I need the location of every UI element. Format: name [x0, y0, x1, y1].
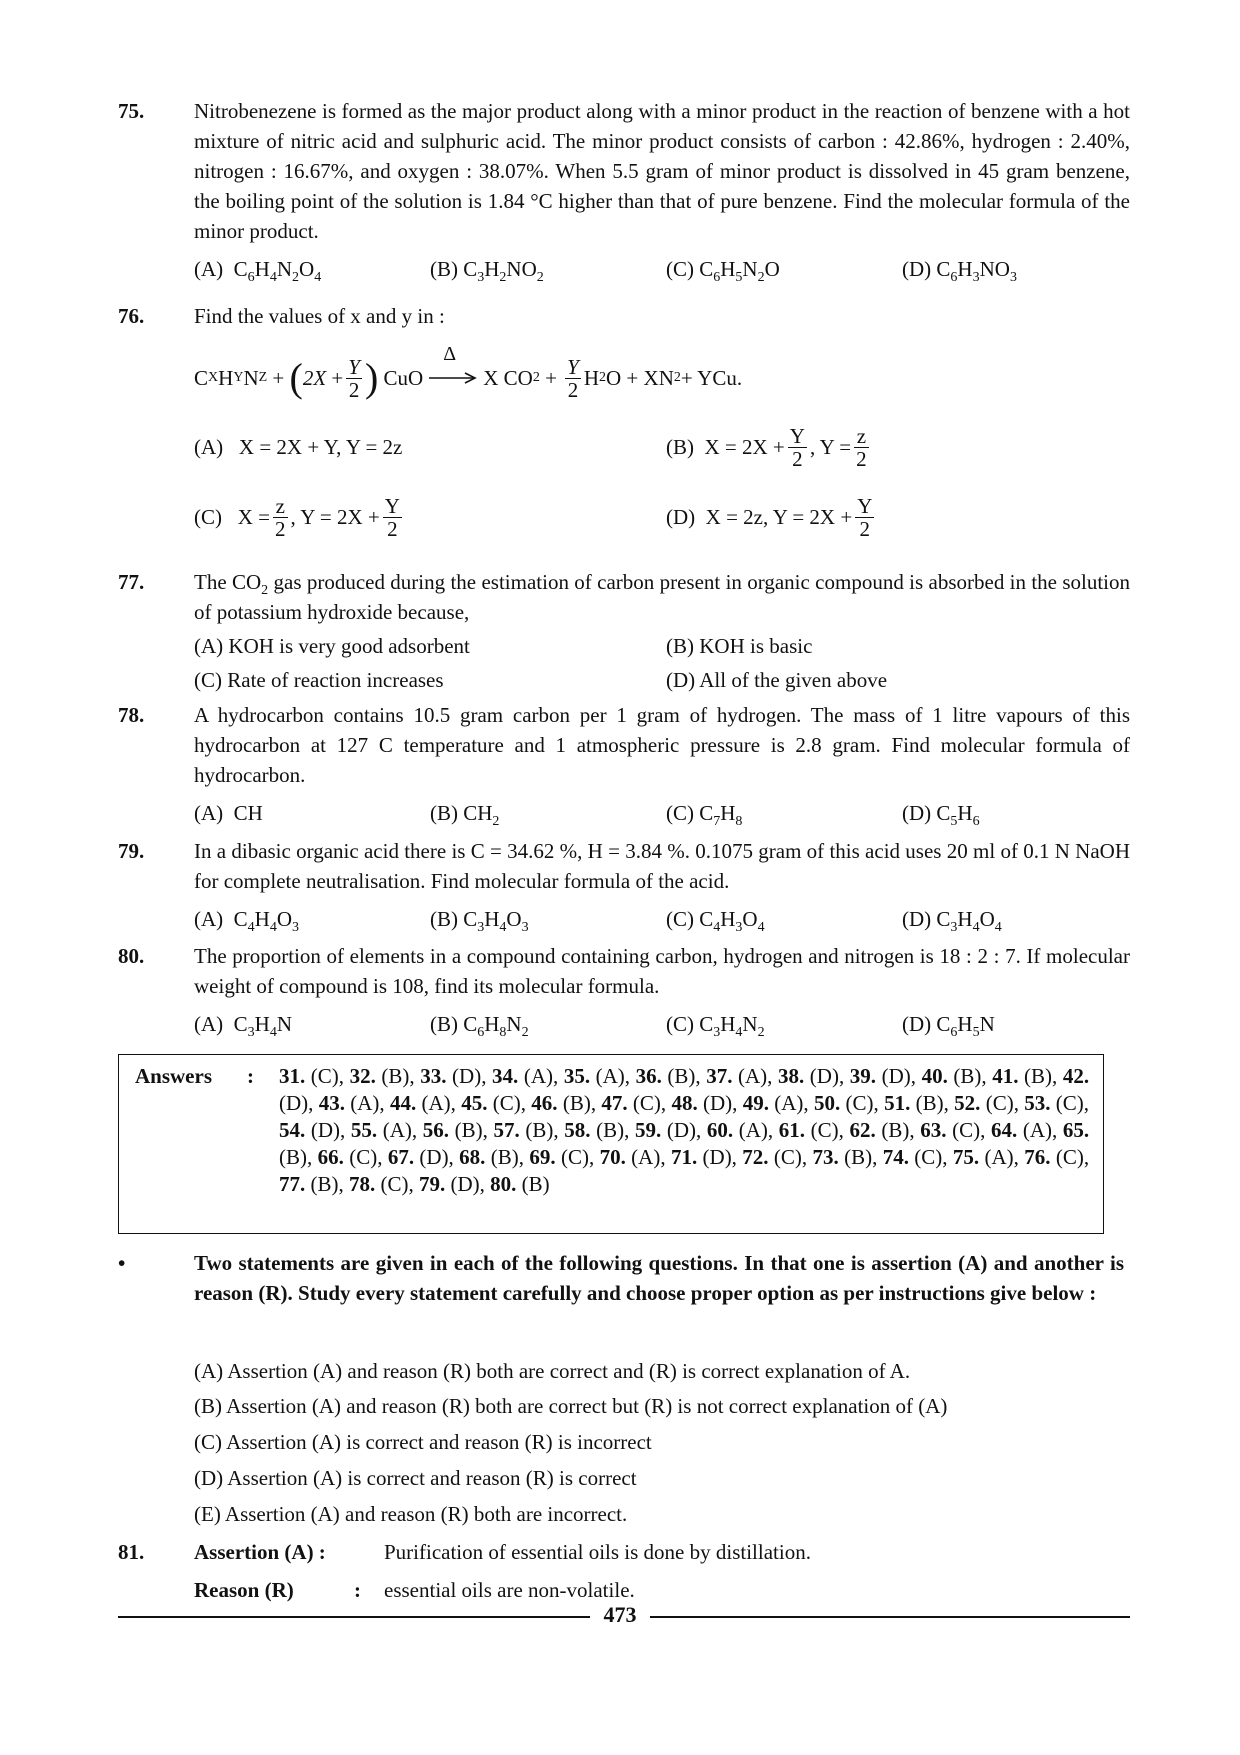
answer-choice: (A),	[377, 1118, 418, 1142]
answer-item	[423, 1118, 488, 1142]
answer-item	[601, 1091, 666, 1115]
assertion-text: Purification of essential oils is done by distillation.	[384, 1540, 811, 1564]
answer-item	[600, 1145, 666, 1169]
answer-item	[850, 1064, 916, 1088]
reaction-equation: C X H Y N Z + ( 2X + $\frac{Y}{2}$ ) CuO Δ X CO 2 + $\frac{Y}{2}$ H 2 O + XN 2 + YCu.	[194, 343, 743, 402]
answer-choice: (A),	[1017, 1118, 1058, 1142]
answer-choice: (A),	[625, 1145, 666, 1169]
choice-b: (B) Assertion (A) and reason (R) both are correct but (R) is not correct explanation of (A)	[194, 1394, 948, 1418]
answer-question-number: 63.	[920, 1118, 947, 1142]
answer-choice: (C),	[1050, 1091, 1090, 1115]
choice-e: (E) Assertion (A) and reason (R) both are incorrect.	[194, 1502, 628, 1526]
answer-choice: (C),	[555, 1145, 595, 1169]
answer-question-number: 43.	[318, 1091, 345, 1115]
reason-colon: :	[354, 1578, 361, 1602]
answer-item	[920, 1118, 985, 1142]
answer-item	[850, 1118, 915, 1142]
answer-item	[1024, 1091, 1089, 1115]
answer-choice: (D),	[697, 1091, 738, 1115]
answer-item	[778, 1064, 844, 1088]
choice-c: (C) Assertion (A) is correct and reason (R) is incorrect	[194, 1430, 652, 1454]
answer-choice: (D),	[414, 1145, 454, 1169]
options-block	[194, 417, 1130, 557]
answer-choice: (B),	[557, 1091, 597, 1115]
answer-question-number: 57.	[493, 1118, 520, 1142]
answer-question-number: 75.	[952, 1145, 980, 1169]
option-a: (A) CH	[194, 801, 263, 825]
answer-question-number: 68.	[459, 1145, 486, 1169]
answer-item	[779, 1118, 844, 1142]
answer-choice: (A),	[732, 1064, 773, 1088]
option-c: (C) $C_3H_4N_2$	[666, 1012, 765, 1040]
answer-item	[419, 1172, 485, 1196]
answer-choice: (B),	[910, 1091, 949, 1115]
question-75	[118, 96, 1130, 288]
answer-item	[531, 1091, 596, 1115]
answer-choice: (D),	[697, 1145, 737, 1169]
option-b: (B) $C_6H_8N_2$	[430, 1012, 529, 1040]
answer-choice: (A),	[416, 1091, 456, 1115]
answer-item	[883, 1145, 948, 1169]
answer-choice: (B),	[1018, 1064, 1058, 1088]
answer-question-number: 62.	[849, 1118, 876, 1142]
answer-choice: (C),	[305, 1064, 345, 1088]
answer-item	[954, 1091, 1019, 1115]
question-number: 78.	[118, 703, 145, 727]
answer-question-number: 71.	[670, 1145, 698, 1169]
answer-question-number: 52.	[954, 1091, 981, 1115]
answer-item	[279, 1172, 344, 1196]
answer-choice: (B),	[279, 1145, 313, 1169]
option-a: (A) $C_4H_4O_3$	[194, 907, 300, 935]
question-80	[118, 941, 1130, 1043]
answer-choice: (B),	[485, 1145, 525, 1169]
answer-item	[706, 1064, 772, 1088]
answer-choice: (A),	[590, 1064, 631, 1088]
option-b: (B) KOH is basic	[666, 634, 813, 658]
reason-text: essential oils are non-volatile.	[384, 1578, 635, 1602]
question-78	[118, 700, 1130, 832]
footer-rule-right	[650, 1616, 1130, 1618]
answer-item	[420, 1064, 486, 1088]
answer-key-box	[118, 1054, 1104, 1234]
options-row	[194, 254, 1130, 288]
answer-item	[459, 1145, 524, 1169]
answer-item	[529, 1145, 594, 1169]
answer-question-number: 55.	[350, 1118, 378, 1142]
answer-question-number: 78.	[349, 1172, 376, 1196]
answer-question-number: 45.	[461, 1091, 488, 1115]
answer-item	[814, 1091, 879, 1115]
answer-question-number: 50.	[813, 1091, 841, 1115]
answer-choice: (B),	[449, 1118, 488, 1142]
option-c: (C) Rate of reaction increases	[194, 668, 444, 692]
answer-item	[494, 1118, 559, 1142]
question-79	[118, 836, 1130, 938]
answer-question-number: 40.	[921, 1064, 948, 1088]
option-d: (D) $C_5H_6$	[902, 801, 980, 829]
answer-item	[635, 1118, 701, 1142]
answer-item	[992, 1064, 1057, 1088]
answer-key-colon: :	[247, 1064, 254, 1088]
heat-arrow-icon: Δ	[429, 363, 477, 393]
answer-question-number: 59.	[634, 1118, 662, 1142]
assertion-label: Assertion (A) :	[194, 1540, 326, 1564]
option-a: (A) KOH is very good adsorbent	[194, 634, 470, 658]
answer-question-number: 36.	[635, 1064, 662, 1088]
option-c: (C) $C_4H_3O_4$	[666, 907, 765, 935]
option-d: (D) X = 2z, Y = 2X + $\frac{Y}{2}$	[666, 493, 873, 541]
question-number: 76.	[118, 304, 145, 328]
answer-choice: (C),	[768, 1145, 808, 1169]
answer-key-label: Answers	[135, 1064, 212, 1088]
answer-question-number: 77.	[279, 1172, 306, 1196]
answer-question-number: 44.	[389, 1091, 417, 1115]
answer-choice: (D),	[804, 1064, 845, 1088]
answer-choice: (A),	[768, 1091, 809, 1115]
instructions-text: Two statements are given in each of the following questions. In that one is assertion (A) and another is reason (R). Study every statement carefully and choose proper option as per instructions give below :	[194, 1251, 1124, 1305]
answer-question-number: 51.	[884, 1091, 911, 1115]
question-text: A hydrocarbon contains 10.5 gram carbon per 1 gram of hydrogen. The mass of 1 litre vapours of this hydrocarbon at 127 C temperature and 1 atmospheric pressure is 2.8 gram. Find molecular formula of hydrocarbon.	[194, 703, 1130, 787]
answer-question-number: 31.	[279, 1064, 306, 1088]
answer-choice: (D),	[876, 1064, 916, 1088]
answer-item	[318, 1145, 383, 1169]
answer-item	[351, 1118, 417, 1142]
option-a: (A) $C_3H_4N$	[194, 1012, 293, 1040]
answer-choice: (B),	[519, 1118, 559, 1142]
question-text: The proportion of elements in a compound containing carbon, hydrogen and nitrogen is 18 : 2 : 7. If molecular weight of compound is 108, find its molecular formula.	[194, 944, 1130, 998]
bullet-icon: •	[118, 1251, 126, 1275]
answer-question-number: 73.	[812, 1145, 839, 1169]
answer-question-number: 79.	[419, 1172, 446, 1196]
answer-choice: (C),	[908, 1145, 948, 1169]
answer-question-number: 80.	[490, 1172, 517, 1196]
answer-question-number: 66.	[317, 1145, 344, 1169]
question-number: 81.	[118, 1540, 145, 1564]
answer-choice: (D),	[445, 1172, 485, 1196]
answer-choice: (B),	[838, 1145, 878, 1169]
answer-item	[492, 1064, 558, 1088]
question-number: 75.	[118, 99, 145, 123]
answer-choice: (B),	[590, 1118, 630, 1142]
question-number: 80.	[118, 944, 145, 968]
answer-choice: (B),	[305, 1172, 344, 1196]
option-c: (C) $C_6H_5N_2O$	[666, 257, 780, 285]
answer-question-number: 33.	[420, 1064, 447, 1088]
answer-item	[319, 1091, 385, 1115]
options-row	[194, 1009, 1130, 1043]
question-number: 79.	[118, 839, 145, 863]
answer-question-number: 42.	[1062, 1064, 1090, 1088]
answer-question-number: 39.	[849, 1064, 877, 1088]
option-d: (D) $C_3H_4O_4$	[902, 907, 1002, 935]
answer-question-number: 58.	[564, 1118, 591, 1142]
answer-question-number: 38.	[778, 1064, 805, 1088]
answer-choice: (A),	[344, 1091, 385, 1115]
page-number: 473	[603, 1602, 637, 1627]
answer-choice: (B),	[947, 1064, 987, 1088]
question-text: The $CO_2$ gas produced during the estimation of carbon present in organic compound is absorbed in the solution of potassium hydroxide because,	[194, 570, 1130, 624]
answer-choice: (C),	[805, 1118, 844, 1142]
answer-item	[671, 1091, 737, 1115]
answer-key-list	[279, 1063, 1089, 1198]
answer-item	[390, 1091, 456, 1115]
options-row	[194, 665, 1130, 699]
answer-item	[922, 1064, 987, 1088]
answer-question-number: 70.	[599, 1145, 626, 1169]
options-row	[194, 904, 1130, 938]
option-b: (B) X = 2X + $\frac{Y}{2}$ , Y = $\frac{z}{2}$	[666, 423, 867, 471]
question-77	[118, 567, 1130, 699]
answer-question-number: 54.	[279, 1118, 306, 1142]
answer-question-number: 60.	[706, 1118, 734, 1142]
question-text: Nitrobenezene is formed as the major product along with a minor product in the reaction of benzene with a hot mixture of nitric acid and sulphuric acid. The minor product consists of carbon : 42.86%, hydrogen : 2.40%, nitrogen : 16.67%, and oxygen : 38.07%. When 5.5 gram of minor product is dissolved in 45 gram benzene, the boiling point of the solution is 1.84 °C higher than that of pure benzene. Find the molecular formula of the minor product.	[194, 99, 1130, 243]
answer-item	[671, 1145, 737, 1169]
answer-choice: (C),	[946, 1118, 986, 1142]
answer-choice: (C),	[343, 1145, 383, 1169]
answer-question-number: 74.	[882, 1145, 909, 1169]
option-a: (A) X = 2X + Y, Y = 2z	[194, 435, 403, 459]
answer-question-number: 35.	[563, 1064, 591, 1088]
answer-choice: (C),	[1050, 1145, 1090, 1169]
answer-choice: (D),	[661, 1118, 702, 1142]
question-text: Find the values of x and y in :	[194, 304, 445, 328]
question-text: In a dibasic organic acid there is C = 34.62 %, H = 3.84 %. 0.1075 gram of this acid uses 20 ml of 0.1 N NaOH for complete neutralisation. Find molecular formula of the acid.	[194, 839, 1130, 893]
answer-item	[279, 1118, 345, 1142]
answer-item	[953, 1145, 1019, 1169]
answer-question-number: 32.	[349, 1064, 376, 1088]
answer-choice: (A),	[518, 1064, 559, 1088]
answer-question-number: 72.	[742, 1145, 769, 1169]
answer-choice: (B),	[875, 1118, 915, 1142]
option-a: (A) $C_6H_4N_2O_4$	[194, 257, 322, 285]
answer-item	[564, 1064, 630, 1088]
answer-choice: (D),	[279, 1091, 314, 1115]
answer-question-number: 46.	[531, 1091, 558, 1115]
answer-item	[461, 1091, 526, 1115]
options-row	[194, 631, 1130, 665]
choice-d: (D) Assertion (A) is correct and reason (R) is correct	[194, 1466, 637, 1490]
option-c: (C) $C_7H_8$	[666, 801, 743, 829]
answer-question-number: 67.	[387, 1145, 415, 1169]
answer-question-number: 41.	[992, 1064, 1019, 1088]
answer-choice: (A),	[979, 1145, 1019, 1169]
option-c: (C) X = $\frac{z}{2}$ , Y = 2X + $\frac{Y}{2}$	[194, 493, 400, 541]
answer-question-number: 65.	[1062, 1118, 1090, 1142]
answer-choice: (A),	[733, 1118, 774, 1142]
answer-item	[707, 1118, 773, 1142]
answer-item	[884, 1091, 949, 1115]
answer-question-number: 48.	[671, 1091, 698, 1115]
option-d: (D) $C_6H_3NO_3$	[902, 257, 1017, 285]
answer-choice: (B),	[375, 1064, 415, 1088]
answer-item	[564, 1118, 629, 1142]
answer-item	[813, 1145, 878, 1169]
answer-question-number: 76.	[1024, 1145, 1051, 1169]
answer-choice: (C),	[627, 1091, 667, 1115]
answer-choice: (C),	[980, 1091, 1019, 1115]
answer-item	[742, 1145, 807, 1169]
answer-choice: (B),	[661, 1064, 701, 1088]
answer-item	[350, 1064, 415, 1088]
answer-question-number: 56.	[422, 1118, 450, 1142]
answer-item	[349, 1172, 414, 1196]
answer-item	[1024, 1145, 1089, 1169]
footer-rule-left	[118, 1616, 590, 1618]
answer-item	[279, 1064, 344, 1088]
answer-question-number: 53.	[1024, 1091, 1051, 1115]
answer-choice: (B)	[516, 1172, 550, 1196]
choice-a: (A) Assertion (A) and reason (R) both are correct and (R) is correct explanation of A.	[194, 1359, 911, 1383]
answer-choice: (D),	[305, 1118, 346, 1142]
answer-question-number: 61.	[778, 1118, 806, 1142]
option-b: (B) $C_3H_2NO_2$	[430, 257, 544, 285]
answer-question-number: 47.	[601, 1091, 628, 1115]
answer-item	[490, 1172, 550, 1196]
option-b: (B) $CH_2$	[430, 801, 500, 829]
options-row	[194, 798, 1130, 832]
answer-question-number: 49.	[742, 1091, 769, 1115]
answer-item	[991, 1118, 1057, 1142]
answer-question-number: 69.	[529, 1145, 556, 1169]
option-d: (D) $C_6H_5N$	[902, 1012, 995, 1040]
option-d: (D) All of the given above	[666, 668, 888, 692]
option-b: (B) $C_3H_4O_3$	[430, 907, 529, 935]
reason-label: Reason (R)	[194, 1578, 294, 1602]
answer-choice: (D),	[446, 1064, 487, 1088]
question-number: 77.	[118, 570, 145, 594]
answer-item	[743, 1091, 809, 1115]
answer-question-number: 37.	[706, 1064, 733, 1088]
answer-question-number: 64.	[990, 1118, 1018, 1142]
answer-item	[636, 1064, 701, 1088]
answer-choice: (C),	[487, 1091, 526, 1115]
question-76	[118, 301, 1130, 557]
answer-choice: (C),	[840, 1091, 879, 1115]
answer-choice: (C),	[375, 1172, 414, 1196]
answer-question-number: 34.	[492, 1064, 519, 1088]
answer-item	[388, 1145, 454, 1169]
